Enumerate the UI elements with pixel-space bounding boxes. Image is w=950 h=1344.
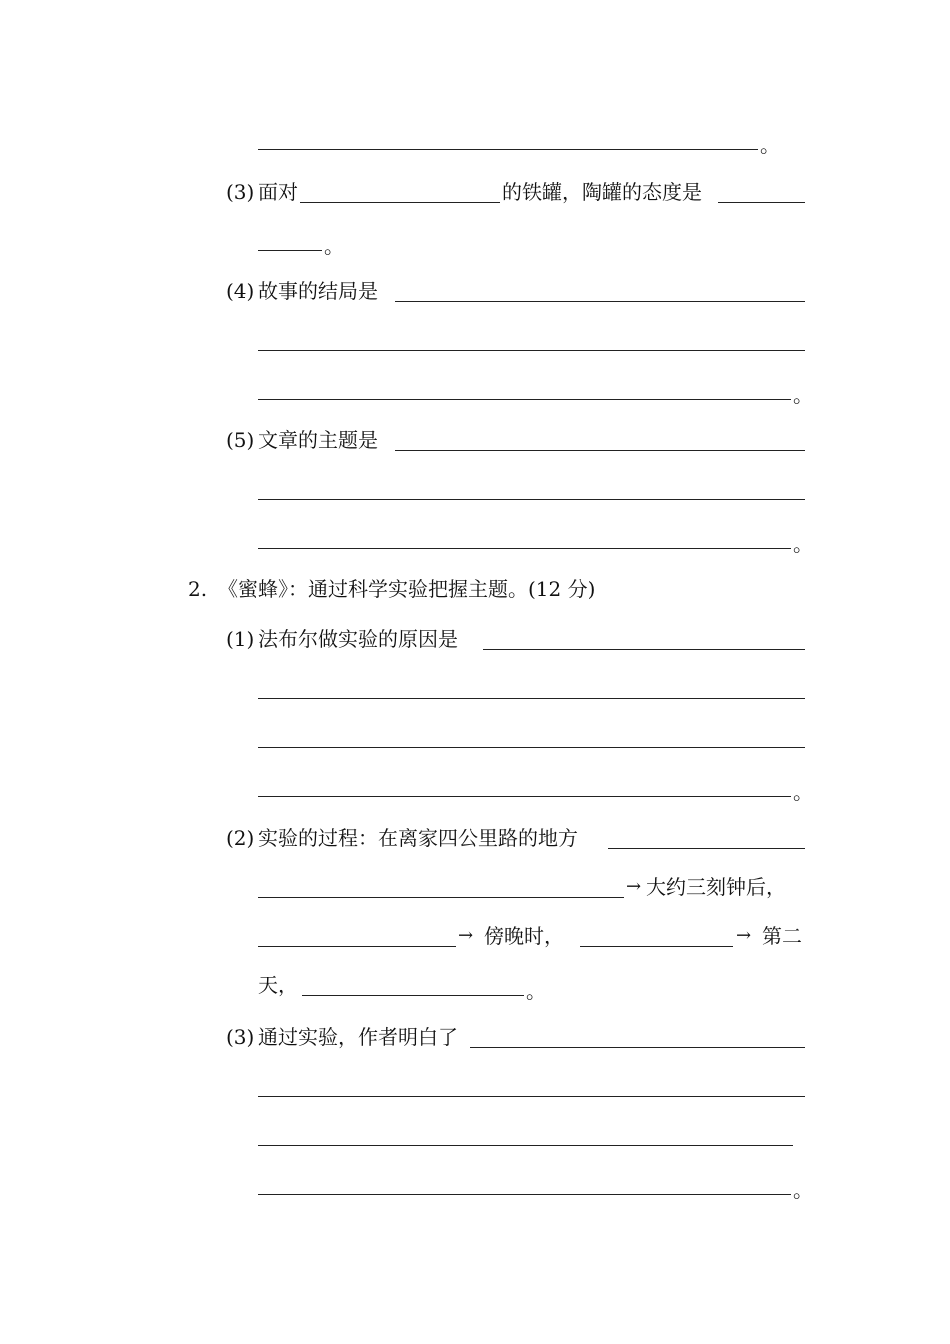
item-label: (2) xyxy=(226,826,255,850)
question-title: 《蜜蜂》：通过科学实验把握主题。(12 分) xyxy=(218,577,596,601)
item-label: (5) xyxy=(226,428,255,452)
item-text: 故事的结局是 xyxy=(258,279,378,303)
item-text: 法布尔做实验的原因是 xyxy=(258,627,458,651)
answer-line[interactable] xyxy=(258,499,805,500)
arrow-icon: → xyxy=(458,925,474,946)
item-label: (4) xyxy=(226,279,255,303)
item-text: 的铁罐，陶罐的态度是 xyxy=(502,180,702,204)
answer-line[interactable] xyxy=(258,548,791,549)
answer-line[interactable] xyxy=(258,796,791,797)
answer-line[interactable] xyxy=(258,399,791,400)
item-label: (3) xyxy=(226,1025,255,1049)
answer-line[interactable] xyxy=(258,1194,791,1195)
item-text: 实验的过程：在离家四公里路的地方 xyxy=(258,826,578,850)
period: 。 xyxy=(793,1178,813,1202)
answer-line[interactable] xyxy=(258,698,805,699)
answer-line[interactable] xyxy=(483,649,805,650)
answer-line[interactable] xyxy=(258,747,805,748)
answer-line[interactable] xyxy=(258,897,624,898)
answer-line[interactable] xyxy=(395,301,805,302)
answer-line[interactable] xyxy=(608,848,805,849)
process-step-text: 第二 xyxy=(762,924,802,948)
answer-line[interactable] xyxy=(258,149,758,150)
answer-line[interactable] xyxy=(302,995,524,996)
answer-line[interactable] xyxy=(395,450,805,451)
item-text: 面对 xyxy=(258,180,298,204)
item-text: 文章的主题是 xyxy=(258,428,378,452)
answer-line[interactable] xyxy=(258,1145,793,1146)
item-label: (3) xyxy=(226,180,255,204)
answer-line[interactable] xyxy=(718,202,805,203)
period: 。 xyxy=(793,383,813,407)
answer-line[interactable] xyxy=(300,202,500,203)
process-step-text: 大约三刻钟后， xyxy=(646,875,786,899)
answer-line[interactable] xyxy=(258,250,322,251)
period: 。 xyxy=(793,780,813,804)
period: 。 xyxy=(793,532,813,556)
answer-line[interactable] xyxy=(258,1096,805,1097)
item-text: 通过实验，作者明白了 xyxy=(258,1025,458,1049)
arrow-icon: → xyxy=(736,925,752,946)
answer-line[interactable] xyxy=(580,946,733,947)
arrow-icon: → xyxy=(626,876,642,897)
answer-line[interactable] xyxy=(258,350,805,351)
item-label: (1) xyxy=(226,627,255,651)
question-number: 2. xyxy=(188,577,208,601)
answer-line[interactable] xyxy=(258,946,456,947)
period: 。 xyxy=(324,234,344,258)
period: 。 xyxy=(526,979,546,1003)
process-step-text: 傍晚时， xyxy=(484,924,564,948)
period: 。 xyxy=(760,133,780,157)
process-step-text: 天， xyxy=(258,973,298,997)
answer-line[interactable] xyxy=(470,1047,805,1048)
